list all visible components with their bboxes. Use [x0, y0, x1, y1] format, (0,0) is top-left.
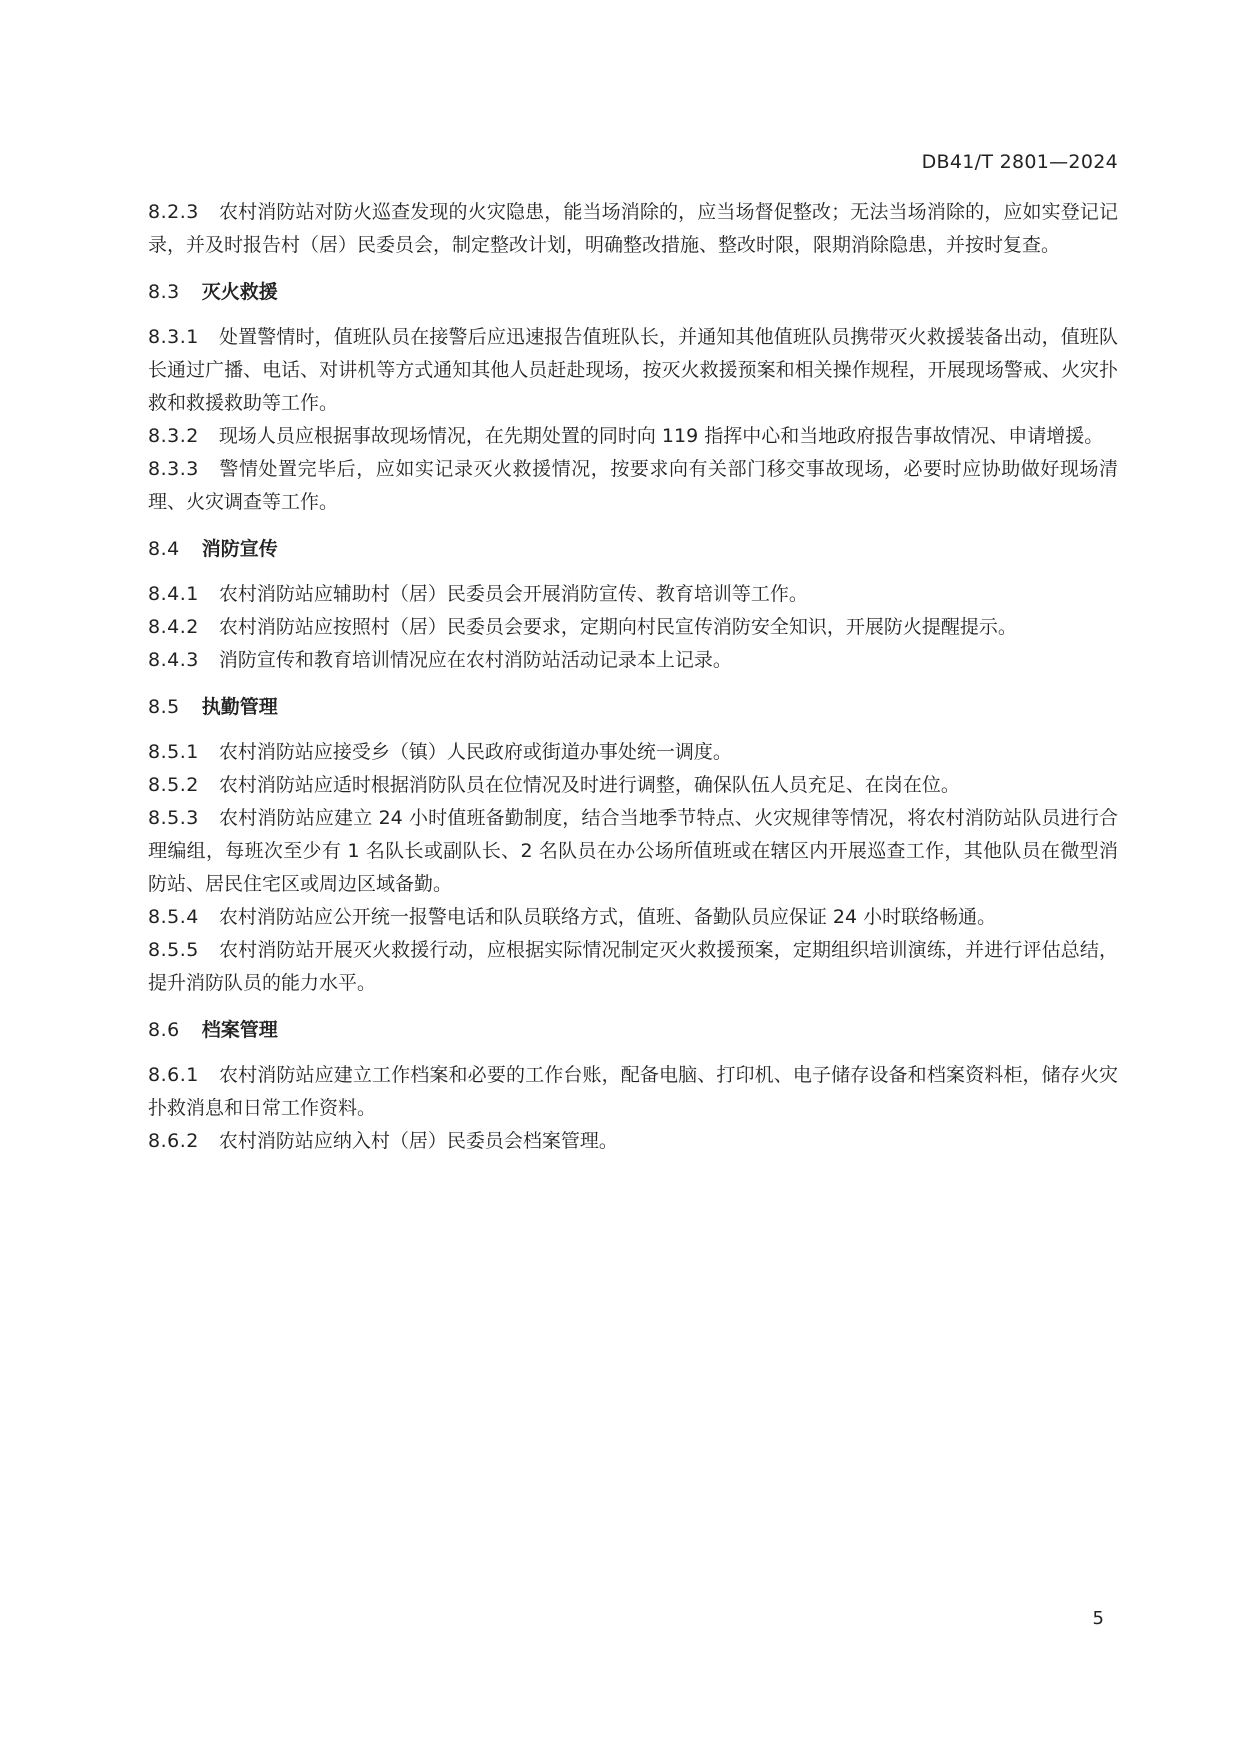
clause-8-4-2: [148, 611, 1118, 644]
clause-number: 8.4.2: [148, 616, 199, 638]
clause-number: 8.5.3: [148, 807, 199, 829]
clause-text: 农村消防站应建立 24 小时值班备勤制度，结合当地季节特点、火灾规律等情况，将农村消防站队员进行合理编组，每班次至少有 1 名队长或副队长、2 名队员在办公场所值班或在辖区内开展巡查工作，其他队员在微型消防站、居民住宅区或周边区域备勤。: [148, 807, 1118, 895]
section-title: 消防宣传: [201, 538, 278, 560]
section-number: 8.4: [148, 538, 180, 560]
clause-text: 现场人员应根据事故现场情况，在先期处置的同时向 119 指挥中心和当地政府报告事故情况、申请增援。: [218, 425, 1104, 447]
clause-8-5-5: [148, 934, 1118, 1000]
clause-8-6-2: [148, 1125, 1118, 1158]
clause-8-2-3: [148, 196, 1118, 262]
clause-8-6-1: [148, 1059, 1118, 1125]
clause-number: 8.5.2: [148, 774, 199, 796]
clause-number: 8.3.3: [148, 458, 199, 480]
clause-text: 消防宣传和教育培训情况应在农村消防站活动记录本上记录。: [218, 649, 732, 671]
clause-8-5-3: [148, 802, 1118, 901]
clause-number: 8.5.5: [148, 939, 199, 961]
section-title: 档案管理: [201, 1019, 278, 1041]
section-heading-8-5: [148, 691, 1118, 724]
clause-text: 农村消防站应建立工作档案和必要的工作台账，配备电脑、打印机、电子储存设备和档案资料柜，储存火灾扑救消息和日常工作资料。: [148, 1064, 1118, 1119]
clause-8-5-1: [148, 736, 1118, 769]
clause-8-5-2: [148, 769, 1118, 802]
clause-number: 8.3.1: [148, 326, 199, 348]
clause-8-3-2: [148, 420, 1118, 453]
section-number: 8.5: [148, 696, 180, 718]
clause-8-3-3: [148, 453, 1118, 519]
clause-text: 处置警情时，值班队员在接警后应迅速报告值班队长，并通知其他值班队员携带灭火救援装备出动，值班队长通过广播、电话、对讲机等方式通知其他人员赶赴现场，按灭火救援预案和相关操作规程，开展现场警戒、火灾扑救和救援救助等工作。: [148, 326, 1118, 414]
clause-number: 8.4.1: [148, 583, 199, 605]
section-heading-8-3: [148, 276, 1118, 309]
section-heading-8-4: [148, 533, 1118, 566]
document-body: [148, 196, 1118, 1158]
clause-number: 8.5.4: [148, 906, 199, 928]
clause-number: 8.4.3: [148, 649, 199, 671]
clause-number: 8.3.2: [148, 425, 199, 447]
clause-text: 农村消防站应纳入村（居）民委员会档案管理。: [218, 1130, 618, 1152]
clause-text: 农村消防站对防火巡查发现的火灾隐患，能当场消除的，应当场督促整改；无法当场消除的，应如实登记记录，并及时报告村（居）民委员会，制定整改计划，明确整改措施、整改时限，限期消除隐患，并按时复查。: [148, 201, 1118, 256]
document-code: DB41/T 2801—2024: [921, 151, 1118, 173]
section-title: 灭火救援: [201, 281, 278, 303]
clause-text: 农村消防站应公开统一报警电话和队员联络方式，值班、备勤队员应保证 24 小时联络畅通。: [218, 906, 997, 928]
clause-number: 8.6.1: [148, 1064, 199, 1086]
clause-8-4-1: [148, 578, 1118, 611]
clause-8-4-3: [148, 644, 1118, 677]
clause-8-3-1: [148, 321, 1118, 420]
clause-number: 8.5.1: [148, 741, 199, 763]
clause-text: 农村消防站应适时根据消防队员在位情况及时进行调整，确保队伍人员充足、在岗在位。: [218, 774, 960, 796]
clause-text: 农村消防站开展灭火救援行动，应根据实际情况制定灭火救援预案，定期组织培训演练，并进行评估总结，提升消防队员的能力水平。: [148, 939, 1118, 994]
clause-text: 农村消防站应接受乡（镇）人民政府或街道办事处统一调度。: [218, 741, 732, 763]
section-number: 8.6: [148, 1019, 180, 1041]
page-number: 5: [1092, 1608, 1104, 1629]
section-heading-8-6: [148, 1014, 1118, 1047]
clause-number: 8.2.3: [148, 201, 199, 223]
section-title: 执勤管理: [201, 696, 278, 718]
clause-8-5-4: [148, 901, 1118, 934]
clause-text: 农村消防站应按照村（居）民委员会要求，定期向村民宣传消防安全知识，开展防火提醒提示。: [218, 616, 1017, 638]
clause-number: 8.6.2: [148, 1130, 199, 1152]
section-number: 8.3: [148, 281, 180, 303]
clause-text: 农村消防站应辅助村（居）民委员会开展消防宣传、教育培训等工作。: [218, 583, 808, 605]
clause-text: 警情处置完毕后，应如实记录灭火救援情况，按要求向有关部门移交事故现场，必要时应协助做好现场清理、火灾调查等工作。: [148, 458, 1118, 513]
